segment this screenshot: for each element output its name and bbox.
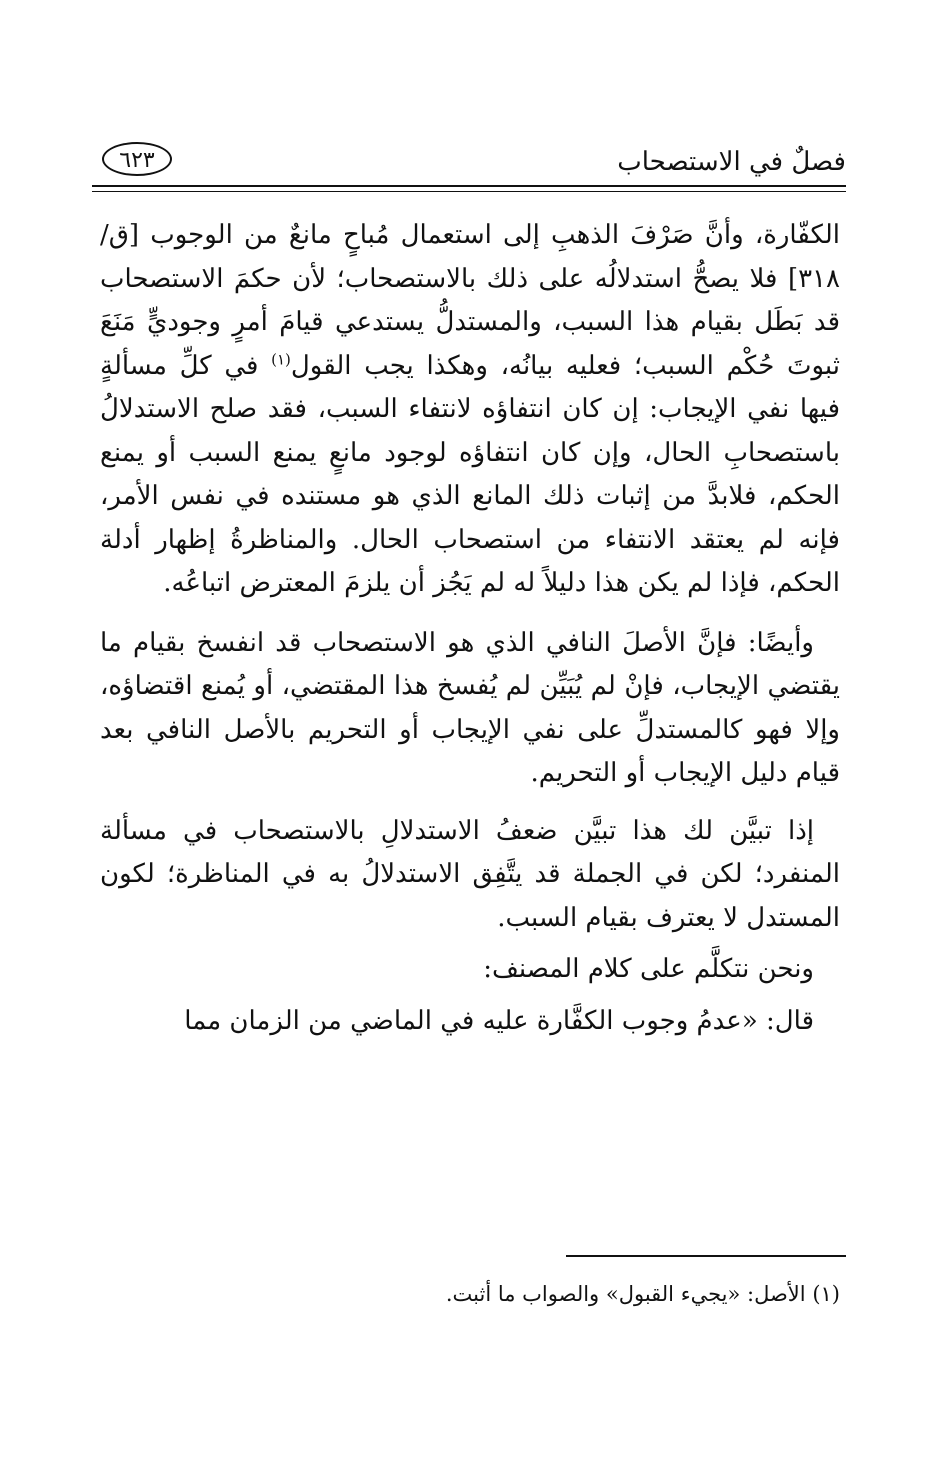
- footnote-rule: [566, 1255, 846, 1257]
- paragraph-1-continuation: في كلِّ مسألةٍ فيها نفي الإيجاب: إن كان انتفاؤه لانتفاء السبب، فقد صلح الاستدلالُ باستصحابِ الحال، وإن كان انتفاؤه لوجود مانعٍ يمنع السبب أو يمنع الحكم، فلابدَّ من إثبات ذلك المانع الذي هو مستنده في نفس الأمر، فإنه لم يعتقد الانتفاء من استصحاب الحال. والمناظرةُ إظهار أدلة الحكم، فإذا لم يكن هذا دليلاً له لم يَجُز أن يلزمَ المعترض اتباعُه.: [100, 350, 840, 598]
- footnote-marker: (١): [271, 349, 291, 368]
- page-number: ٦٢٣: [102, 142, 172, 176]
- body-text: [100, 214, 840, 1043]
- paragraph-4: ونحن نتكلَّم على كلام المصنف:: [483, 954, 814, 984]
- chapter-title: فصلٌ في الاستصحاب: [617, 147, 846, 177]
- paragraph-5: قال: «عدمُ وجوب الكفَّارة عليه في الماضي من الزمان مما: [184, 1005, 814, 1036]
- header-rule-thin: [92, 191, 846, 192]
- paragraph-1-text: الكفّارة، وأنَّ صَرْفَ الذهبِ إلى استعمال مُباحٍ مانعٌ من الوجوب [ق/٣١٨] فلا يصحُّ استدلالُه على ذلك بالاستصحاب؛ لأن حكمَ الاستصحاب قد بَطَل بقيام هذا السبب، والمستدلُّ يستدعي قيامَ أمرٍ وجوديٍّ مَنَعَ ثبوتَ حُكْم السبب؛ فعليه بيانُه، وهكذا يجب القول: [100, 220, 840, 381]
- running-head: [92, 140, 846, 184]
- footnote-number: (١): [812, 1282, 840, 1306]
- footnote: [300, 1278, 840, 1310]
- footnote-text: الأصل: «يجيء القبول» والصواب ما أثبت.: [445, 1282, 806, 1306]
- paragraph-1: [100, 214, 840, 606]
- header-rule-thick: [92, 185, 846, 187]
- paragraph-2: وأيضًا: فإنَّ الأصلَ النافي الذي هو الاستصحاب قد انفسخ بقيام ما يقتضي الإيجاب، فإنْ لم يُبَيِّن لم يُفسخ هذا المقتضي، أو يُمنع اقتضاؤه، وإلا فهو كالمستدلِّ على نفي الإيجاب أو التحريم بالأصل النافي بعد قيام دليل الإيجاب أو التحريم.: [100, 627, 840, 788]
- paragraph-3: إذا تبيَّن لك هذا تبيَّن ضعفُ الاستدلالِ بالاستصحاب في مسألة المنفرد؛ لكن في الجملة قد يتَّفِق الاستدلالُ به في المناظرة؛ لكون المستدل لا يعترف بقيام السبب.: [100, 815, 840, 933]
